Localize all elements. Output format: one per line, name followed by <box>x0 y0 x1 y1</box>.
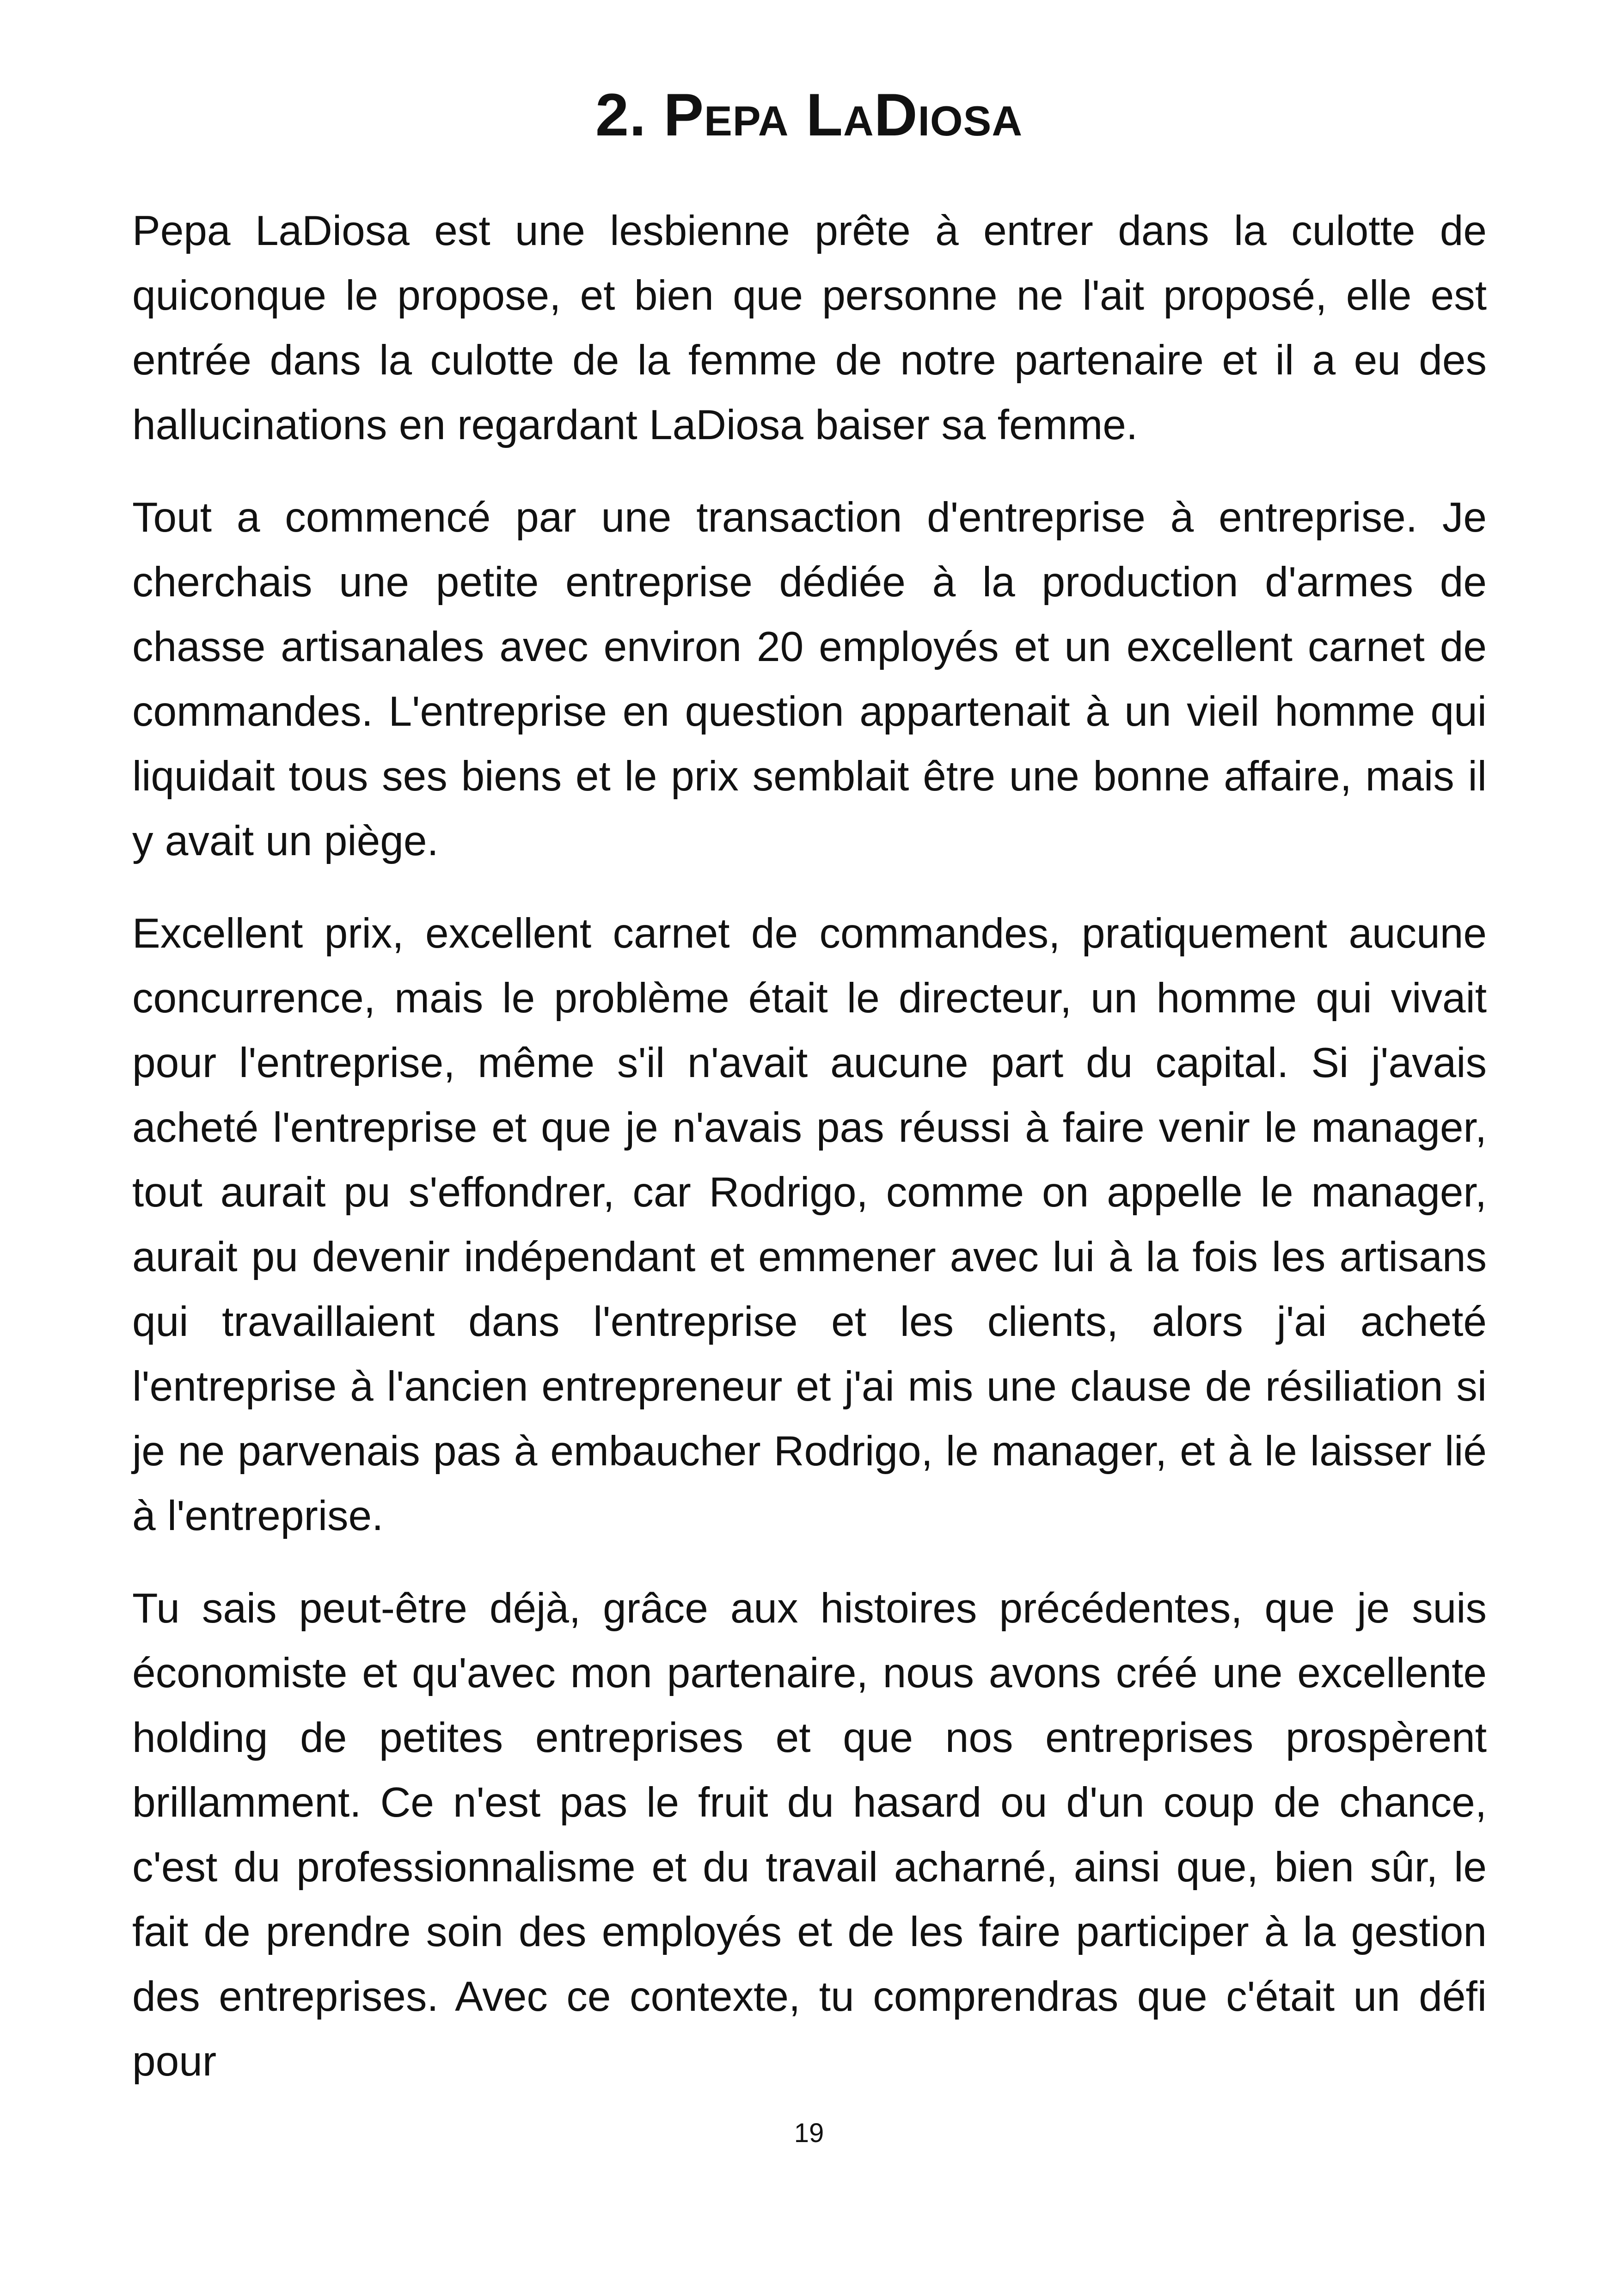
page-number: 19 <box>794 2118 824 2148</box>
paragraph-4: Tu sais peut-être déjà, grâce aux histoires précédentes, que je suis économiste et qu'avec mon partenaire, nous avons créé une excellente holding de petites entreprises et que nos entreprises prospèrent brillamment. Ce n'est pas le fruit du hasard ou d'un coup de chance, c'est du professionnalisme et du travail acharné, ainsi que, bien sûr, le fait de prendre soin des employés et de les faire participer à la gestion des entreprises. Avec ce contexte, tu comprendras que c'était un défi pour <box>132 1585 1487 2085</box>
paragraph-1: Pepa LaDiosa est une lesbienne prête à entrer dans la culotte de quiconque le propose, et bien que personne ne l'ait proposé, elle est entrée dans la culotte de la femme de notre partenaire et il a eu des hallucinations en regardant LaDiosa baiser sa femme. <box>132 208 1487 448</box>
chapter-title: 2. Pepa LaDiosa <box>595 81 1023 148</box>
paragraph-2: Tout a commencé par une transaction d'entreprise à entreprise. Je cherchais une petite entreprise dédiée à la production d'armes de chasse artisanales avec environ 20 employés et un excellent carnet de commandes. L'entreprise en question appartenait à un vieil homme qui liquidait tous ses biens et le prix semblait être une bonne affaire, mais il y avait un piège. <box>132 494 1487 864</box>
body-text <box>132 199 1487 2122</box>
paragraph-3: Excellent prix, excellent carnet de commandes, pratiquement aucune concurrence, mais le problème était le directeur, un homme qui vivait pour l'entreprise, même s'il n'avait aucune part du capital. Si j'avais acheté l'entreprise et que je n'avais pas réussi à faire venir le manager, tout aurait pu s'effondrer, car Rodrigo, comme on appelle le manager, aurait pu devenir indépendant et emmener avec lui à la fois les artisans qui travaillaient dans l'entreprise et les clients, alors j'ai acheté l'entreprise à l'ancien entrepreneur et j'ai mis une clause de résiliation si je ne parvenais pas à embaucher Rodrigo, le manager, et à le laisser lié à l'entreprise. <box>132 910 1487 1539</box>
